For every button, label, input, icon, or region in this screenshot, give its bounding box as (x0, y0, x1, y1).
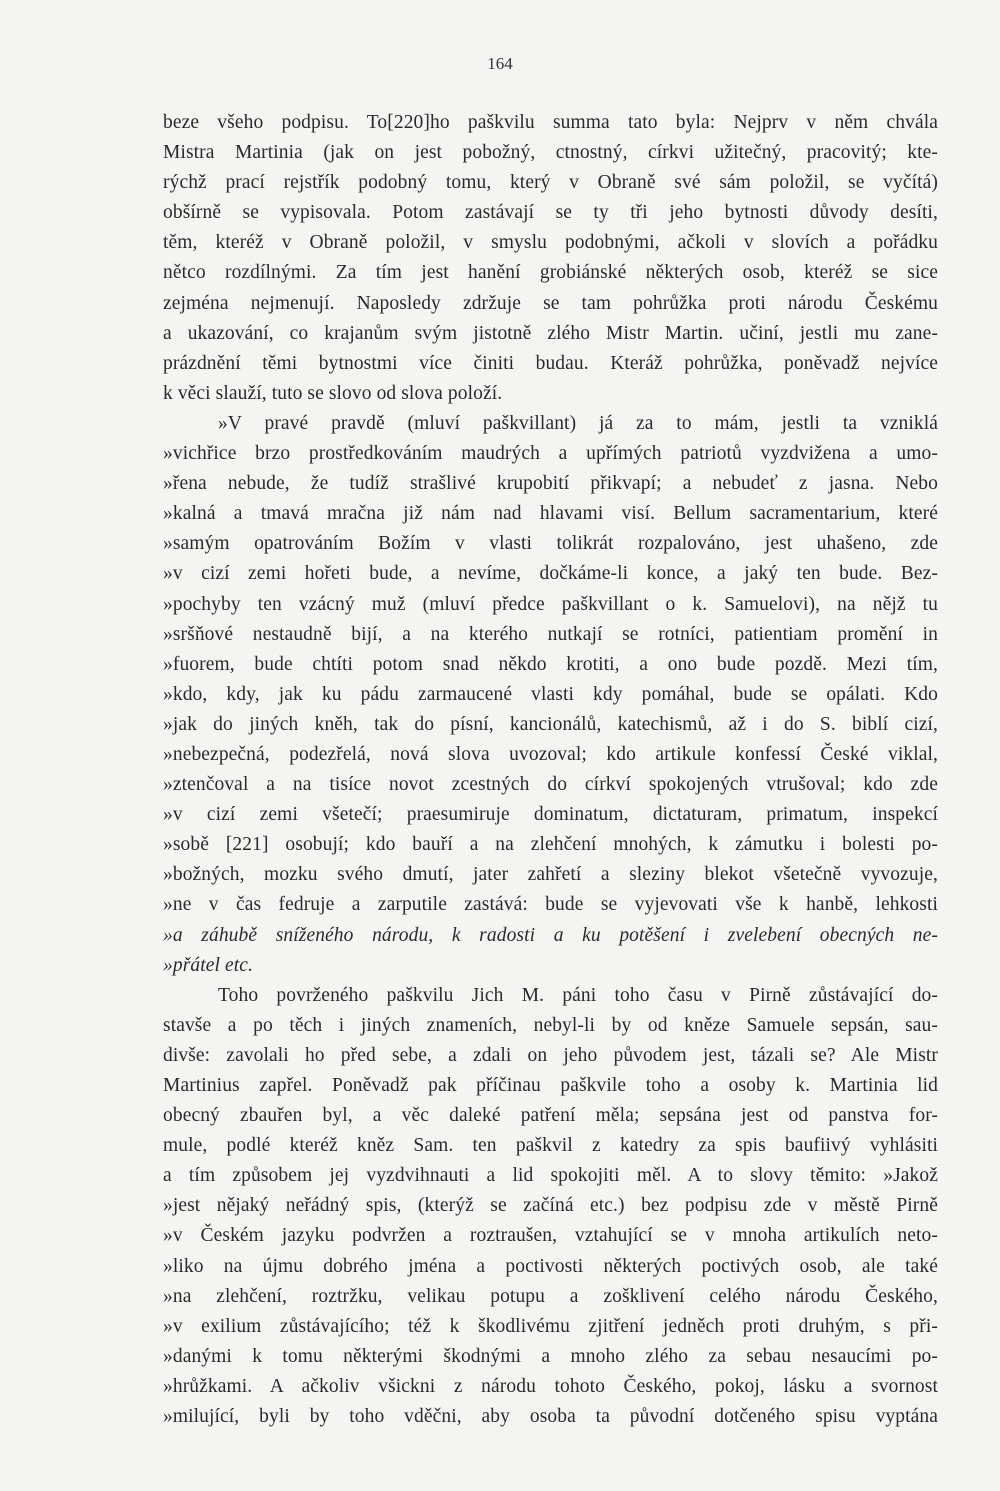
text-line: »jest nějaký neřádný spis, (kterýž se začíná etc.) bez podpisu zde v městě Pirně (163, 1195, 938, 1217)
text-line: »hrůžkami. A ačkoliv všickni z národu tohoto Českého, pokoj, lásku a svornost (163, 1375, 938, 1397)
text-line: »milující, byli by toho vděčni, aby osoba ta původní dotčeného spisu vyptána (163, 1406, 938, 1428)
text-line: »a záhubě sníženého národu, k radosti a ku potěšení i zvelebení obecných ne- (163, 924, 938, 946)
text-line: »v cizí zemi hořeti bude, a nevíme, dočkáme-li konce, a jaký ten bude. Bez- (163, 563, 938, 585)
text-line: Mistra Martinia (jak on jest pobožný, ctnostný, církvi užitečný, pracovitý; kte- (163, 142, 938, 164)
text-line: a tím způsobem jej vyzdvihnauti a lid spokojiti měl. A to slovy těmito: »Jakož (163, 1165, 938, 1187)
text-line: rýchž prací rejstřík podobný tomu, který v Obraně své sám položil, se vyčítá) (163, 172, 938, 194)
text-line: »danými k tomu některými škodnými a mnoho zlého za sebau nesaucími po- (163, 1345, 938, 1367)
text-line: těm, kteréž v Obraně položil, v smyslu podobnými, ačkoli v slovích a pořádku (163, 232, 938, 254)
text-line: »nebezpečná, podezřelá, nová slova uvozoval; kdo artikule konfessí České viklal, (163, 743, 938, 765)
text-line: k věci slauží, tuto se slovo od slova položí. (163, 382, 503, 404)
body-text (163, 108, 938, 1432)
text-line: Toho povrženého paškvilu Jich M. páni toho času v Pirně zůstávající do- (218, 984, 938, 1006)
text-line: »v Českém jazyku podvržen a roztraušen, vztahující se v mnoha artikulích neto- (163, 1225, 938, 1247)
text-line: beze všeho podpisu. To[220]ho paškvilu summa tato byla: Nejprv v něm chvála (163, 112, 938, 133)
text-line: »sobě [221] osobují; kdo bauří a na zlehčení mnohých, k zámutku i bolesti po- (163, 834, 938, 856)
text-line: mule, podlé kteréž kněz Sam. ten paškvil z katedry za spis baufiivý vyhlásiti (163, 1135, 938, 1157)
text-line: obšírně se vypisovala. Potom zastávají se ty tři jeho bytnosti důvody desíti, (163, 202, 938, 224)
text-line: »kalná a tmavá mračna již nám nad hlavami visí. Bellum sacramentarium, které (163, 503, 938, 525)
text-line: »pochyby ten vzácný muž (mluví předce paškvillant o k. Samuelovi), na nějž tu (163, 593, 938, 615)
page-number: 164 (487, 54, 513, 73)
text-line: prázdnění těmi bytnostmi více činiti budau. Kteráž pohrůžka, poněvadž nejvíce (163, 352, 938, 374)
text-line: »jak do jiných kněh, tak do písní, kancionálů, katechismů, až i do S. biblí cizí, (163, 713, 938, 735)
text-line: »božných, mozku svého dmutí, jater zahřetí a sleziny blekot všetečně vyvozuje, (163, 864, 938, 886)
text-line: zejména nejmenují. Naposledy zdržuje se tam pohrůžka proti národu Českému (163, 292, 938, 314)
text-line: »v exilium zůstávajícího; též k škodlivému zjitření jedněch proti druhým, s při- (163, 1315, 938, 1337)
text-line: stavše a po těch i jiných znameních, nebyl-li by od kněze Samuele sepsán, sau- (163, 1014, 938, 1036)
text-line: »řena nebude, že tudíž strašlivé krupobití přikvapí; a nebudeť z jasna. Nebo (163, 473, 938, 495)
text-line: Martinius zapřel. Poněvadž pak příčinau paškvile toho a osoby k. Martinia lid (163, 1075, 938, 1096)
text-line: »ne v čas fedruje a zarputile zastává: bude se vyjevovati vše k hanbě, lehkosti (163, 894, 938, 916)
text-line: »ztenčoval a na tisíce novot zcestných do církví spokojených vtrušoval; kdo zde (163, 774, 938, 796)
text-line: »vichřice brzo prostředkováním maudrých a upřímých patriotů vyzdvižena a umo- (163, 443, 938, 465)
text-line: a ukazování, co krajanům svým jistotně zlého Mistr Martin. učiní, jestli mu zane- (163, 322, 938, 344)
text-line: »samým opatrováním Božím v vlasti tolikrát rozpalováno, jest uhašeno, zde (163, 533, 938, 555)
text-line: »sršňové nestaudně bijí, a na kterého nutkají se rotníci, patientiam promění in (163, 623, 938, 645)
text-line: obecný zbauřen byl, a věc daleké patření měla; sepsána jest od panstva for- (163, 1105, 938, 1127)
text-line: »kdo, kdy, jak ku pádu zarmaucené vlasti kdy pomáhal, bude se opálati. Kdo (163, 683, 938, 705)
text-line: »liko na újmu dobrého jména a poctivosti některých poctivých osob, ale také (163, 1255, 938, 1277)
text-line: divše: zavolali ho před sebe, a zdali on jeho původem jest, tázali se? Ale Mistr (163, 1044, 938, 1066)
text-line: »na zlehčení, roztržku, velikau potupu a zošklivení celého národu Českého, (163, 1285, 938, 1307)
text-line: »V pravé pravdě (mluví paškvillant) já za to mám, jestli ta vzniklá (218, 412, 938, 434)
text-line: »v cizí zemi všetečí; praesumiruje dominatum, dictaturam, primatum, inspekcí (163, 804, 938, 826)
text-line: nětco rozdílnými. Za tím jest hanění grobiánské některých osob, kteréž se sice (163, 262, 938, 284)
text-line: »přátel etc. (163, 954, 254, 976)
text-line: »fuorem, bude chtíti potom snad někdo krotiti, a ono bude pozdě. Mezi tím, (163, 653, 938, 675)
